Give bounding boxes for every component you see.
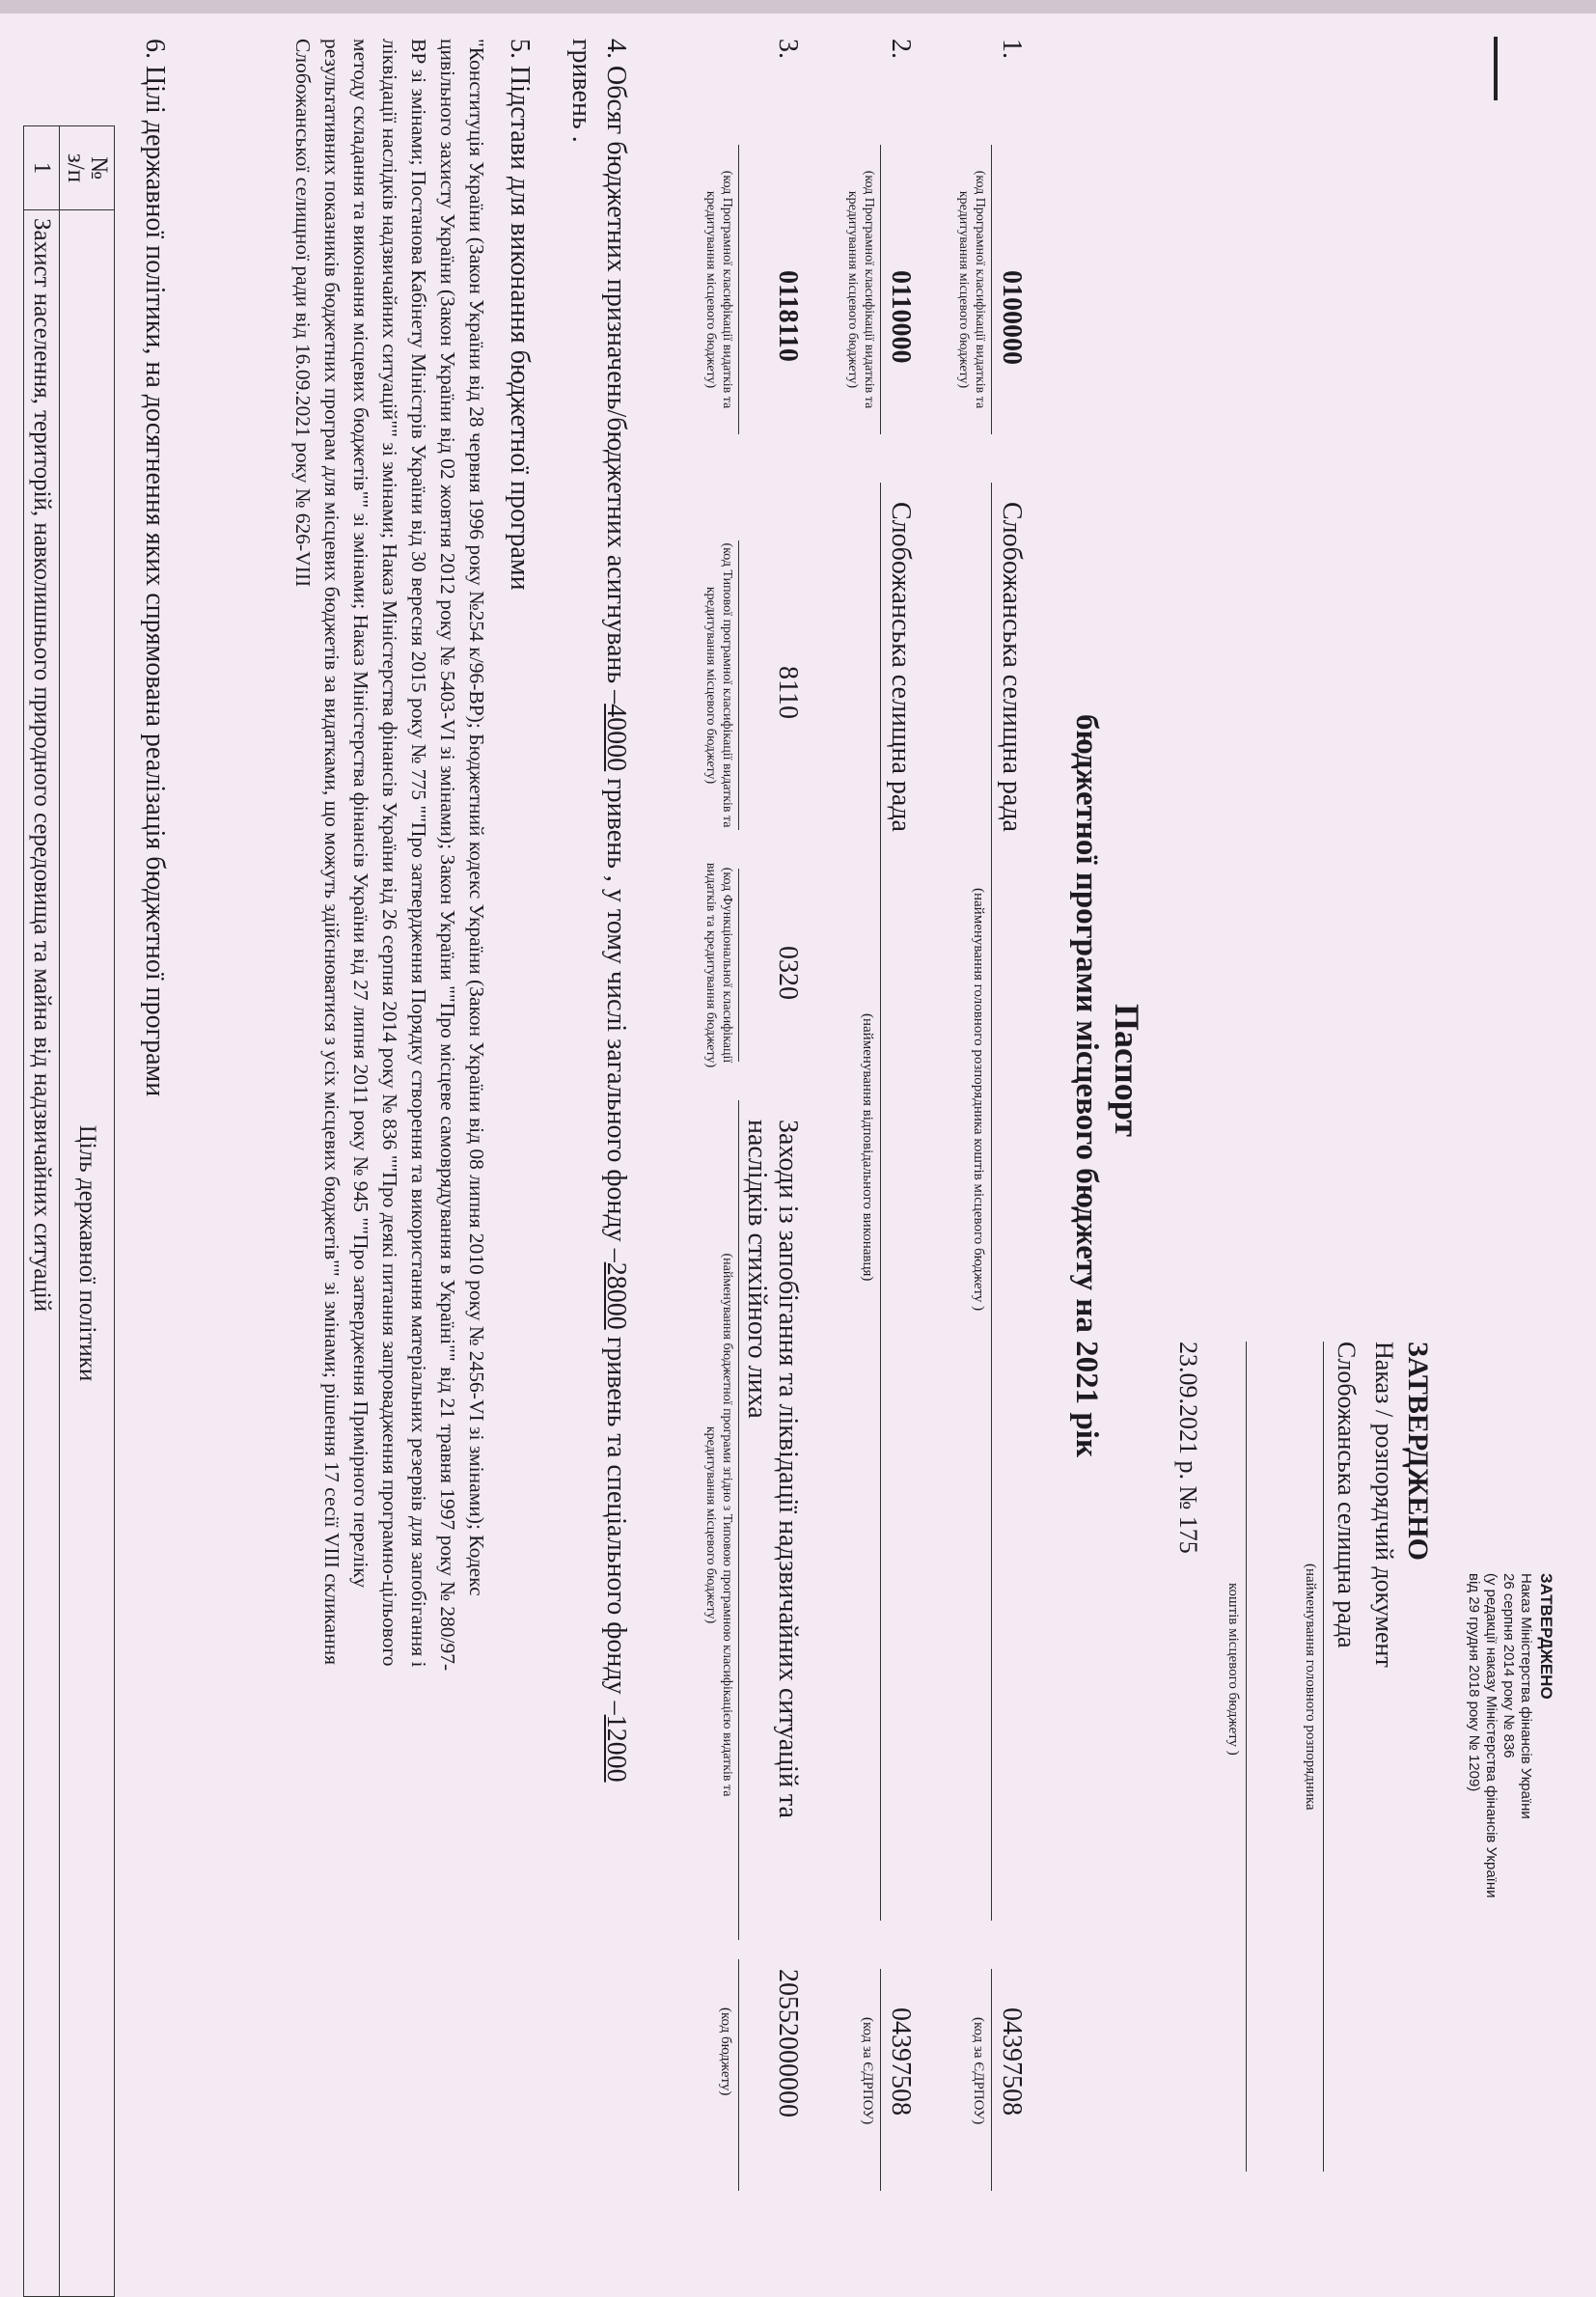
section4-special-fund-amount: 12000 <box>601 1714 631 1783</box>
row2-code-line <box>880 145 881 434</box>
approval-stamp-line4: від 29 грудня 2018 року № 1209) <box>1466 1573 1482 1792</box>
row3-program-name-2: наслідків стихійного лиха <box>742 1120 772 1419</box>
row1-edrpou-caption: (код за ЄДРПОУ) <box>971 2017 986 2125</box>
approved-date: 23.09.2021 р. № 175 <box>1174 1342 1202 1554</box>
row3-program-code: 0118110 <box>773 270 803 362</box>
goals-col-number-line1: № <box>86 156 112 180</box>
row2-name: Слобожанська селищна рада <box>886 502 916 832</box>
approval-stamp-line2: 26 серпня 2014 року № 836 <box>1500 1573 1517 1758</box>
section4-general-fund-amount: 28000 <box>601 1261 631 1330</box>
row2-number: 2. <box>886 39 916 59</box>
section5-line: методу складання та виконання місцевих бюджетів"" зі змінами; Наказ Міністерства фінансів України від 27 липня 2011 року № 945 ""Про затвердження Примірного переліку <box>349 39 372 1589</box>
row3-number: 3. <box>773 39 803 59</box>
section5-body <box>289 39 491 1671</box>
section4-line2: гривень . <box>566 39 596 143</box>
row2-name-caption: (найменування відповідального виконавця) <box>860 1013 875 1282</box>
approved-subtitle: Наказ / розпорядчий документ <box>1370 1342 1398 1668</box>
section4-mid2: гривень та спеціального фонду – <box>601 1329 631 1715</box>
row3-code-caption: (код Програмної класифікації видатків та кредитування місцевого бюджету) <box>703 170 734 409</box>
goals-col-goal-header: Ціль державної політики <box>60 210 115 2297</box>
goals-row-number: 1 <box>24 126 60 210</box>
section4-total-amount: 40000 <box>601 704 631 772</box>
approved-org: Слобожанська селищна рада <box>1333 1342 1361 1648</box>
document-title: Паспорт <box>1108 1004 1146 1137</box>
section5-heading: 5. Підстави для виконання бюджетної програми <box>505 39 535 591</box>
row2-program-code: 0110000 <box>886 270 916 364</box>
approved-org-underline <box>1323 1342 1324 2172</box>
row1-number: 1. <box>997 39 1027 59</box>
row3-program-name-1: Заходи із запобігання та ліквідації надзвичайних ситуацій та <box>773 1120 803 1818</box>
goals-col-number-header <box>60 126 115 210</box>
row3-typical-caption: (код Типової програмної класифікації видатків та кредитування місцевого бюджету) <box>703 542 734 828</box>
row3-typical-code: 8110 <box>773 666 803 719</box>
approved-caption-1: (найменування головного розпорядника <box>1303 1564 1318 1811</box>
row3-budget-caption: (код бюджету) <box>718 2007 733 2096</box>
row1-name-line <box>991 483 992 1921</box>
row1-edrpou: 04397508 <box>997 2007 1027 2116</box>
row3-name-caption: (найменування бюджетної програми згідно з Типовою програмною класифікацією видатків та кредитування місцевого бюджету) <box>703 1253 734 1797</box>
row2-edrpou-line <box>880 1969 881 2191</box>
row3-budget-code: 20552000000 <box>773 1969 803 2117</box>
section5-line: ВР зі змінами; Постанова Кабінету Міністрів України від 30 вересня 2015 року № 775 ""Про затвердження Порядку створення та використання матеріальних резервів для запобігання і <box>407 39 430 1668</box>
section5-line: цивільного захисту України (Закон України від 02 жовтня 2012 року № 5403-VI зі змінами); Закон України ""Про місцеве самоврядування в Україні"" від 21 травня 1997 року № 280/97- <box>436 39 459 1672</box>
row1-name-caption: (найменування головного розпорядника коштів місцевого бюджету ) <box>971 888 986 1312</box>
row3-typical-line <box>738 540 739 830</box>
row1-code-line <box>991 145 992 434</box>
goals-col-number-line2: з/п <box>63 152 89 183</box>
section4-amounts-line <box>600 39 631 1783</box>
row1-edrpou-line <box>991 1969 992 2191</box>
row3-functional-code: 0320 <box>773 946 803 1000</box>
row2-edrpou-caption: (код за ЄДРПОУ) <box>860 2017 875 2125</box>
document-subtitle: бюджетної програми місцевого бюджету на 2021 рік <box>1069 714 1104 1457</box>
section4-prefix: 4. Обсяг бюджетних призначень/бюджетних асигнувань – <box>601 39 631 705</box>
row3-functional-caption: (код Функціональної класифікації видатків та кредитування бюджету) <box>703 862 734 1068</box>
row3-functional-line <box>738 869 739 1062</box>
row3-budget-line <box>738 1959 739 2191</box>
goals-table-header <box>60 126 115 2297</box>
approved-title: ЗАТВЕРДЖЕНО <box>1402 1342 1434 1561</box>
row2-code-caption: (код Програмної класифікації видатків та кредитування місцевого бюджету) <box>845 170 876 409</box>
goals-table <box>23 125 115 2297</box>
section4-mid1: гривень , у тому числі загального фонду – <box>601 771 631 1262</box>
approved-blank-line <box>1246 1342 1247 2172</box>
section6-heading: 6. Цілі державної політики, на досягнення яких спрямована реалізація бюджетної програми <box>140 39 170 1097</box>
row3-name-line <box>738 1100 739 1940</box>
approval-stamp-title: ЗАТВЕРДЖЕНО <box>1537 1573 1555 1700</box>
row1-name: Слобожанська селищна рада <box>997 502 1027 832</box>
section5-line: ліквідації наслідків надзвичайних ситуацій"" зі змінами; Наказ Міністерства фінансів України від 26 серпня 2014 року № 836 ""Про деякі питання запровадження програмно-цільового <box>378 39 401 1667</box>
row3-code-line <box>738 145 739 434</box>
approval-stamp-line3: (у редакції наказу Міністерства фінансів України <box>1483 1573 1500 1898</box>
row2-edrpou: 04397508 <box>886 2007 916 2116</box>
row1-program-code: 0100000 <box>997 270 1027 365</box>
section5-line: Слобожанської селищної ради від 16.09.2021 року № 626-VIII <box>291 39 315 588</box>
approved-caption-2: коштів місцевого бюджету ) <box>1225 1583 1241 1756</box>
table-row <box>24 126 60 2297</box>
row2-name-line <box>880 483 881 1921</box>
goals-row-goal: Захист населення, територій, навколишнього природного середовища та майна від надзвичайних ситуацій <box>24 210 60 2297</box>
row1-code-caption: (код Програмної класифікації видатків та кредитування місцевого бюджету) <box>956 170 987 409</box>
section5-line: результативних показників бюджетних програм для місцевих бюджетів за видатками, що можуть здійснюватися з усіх місцевих бюджетів"" зі змінами; рішення 17 сесії VIII скликання <box>320 39 344 1666</box>
approval-stamp-line1: Наказ Міністерства фінансів України <box>1518 1573 1534 1819</box>
section5-line: "Конституція України (Закон України від 28 червня 1996 року №254 к/96-ВР); Бюджетний кодекс України (Закон України від 08 липня 2010 року № 2456-VI зі змінами); Кодекс <box>465 39 488 1596</box>
